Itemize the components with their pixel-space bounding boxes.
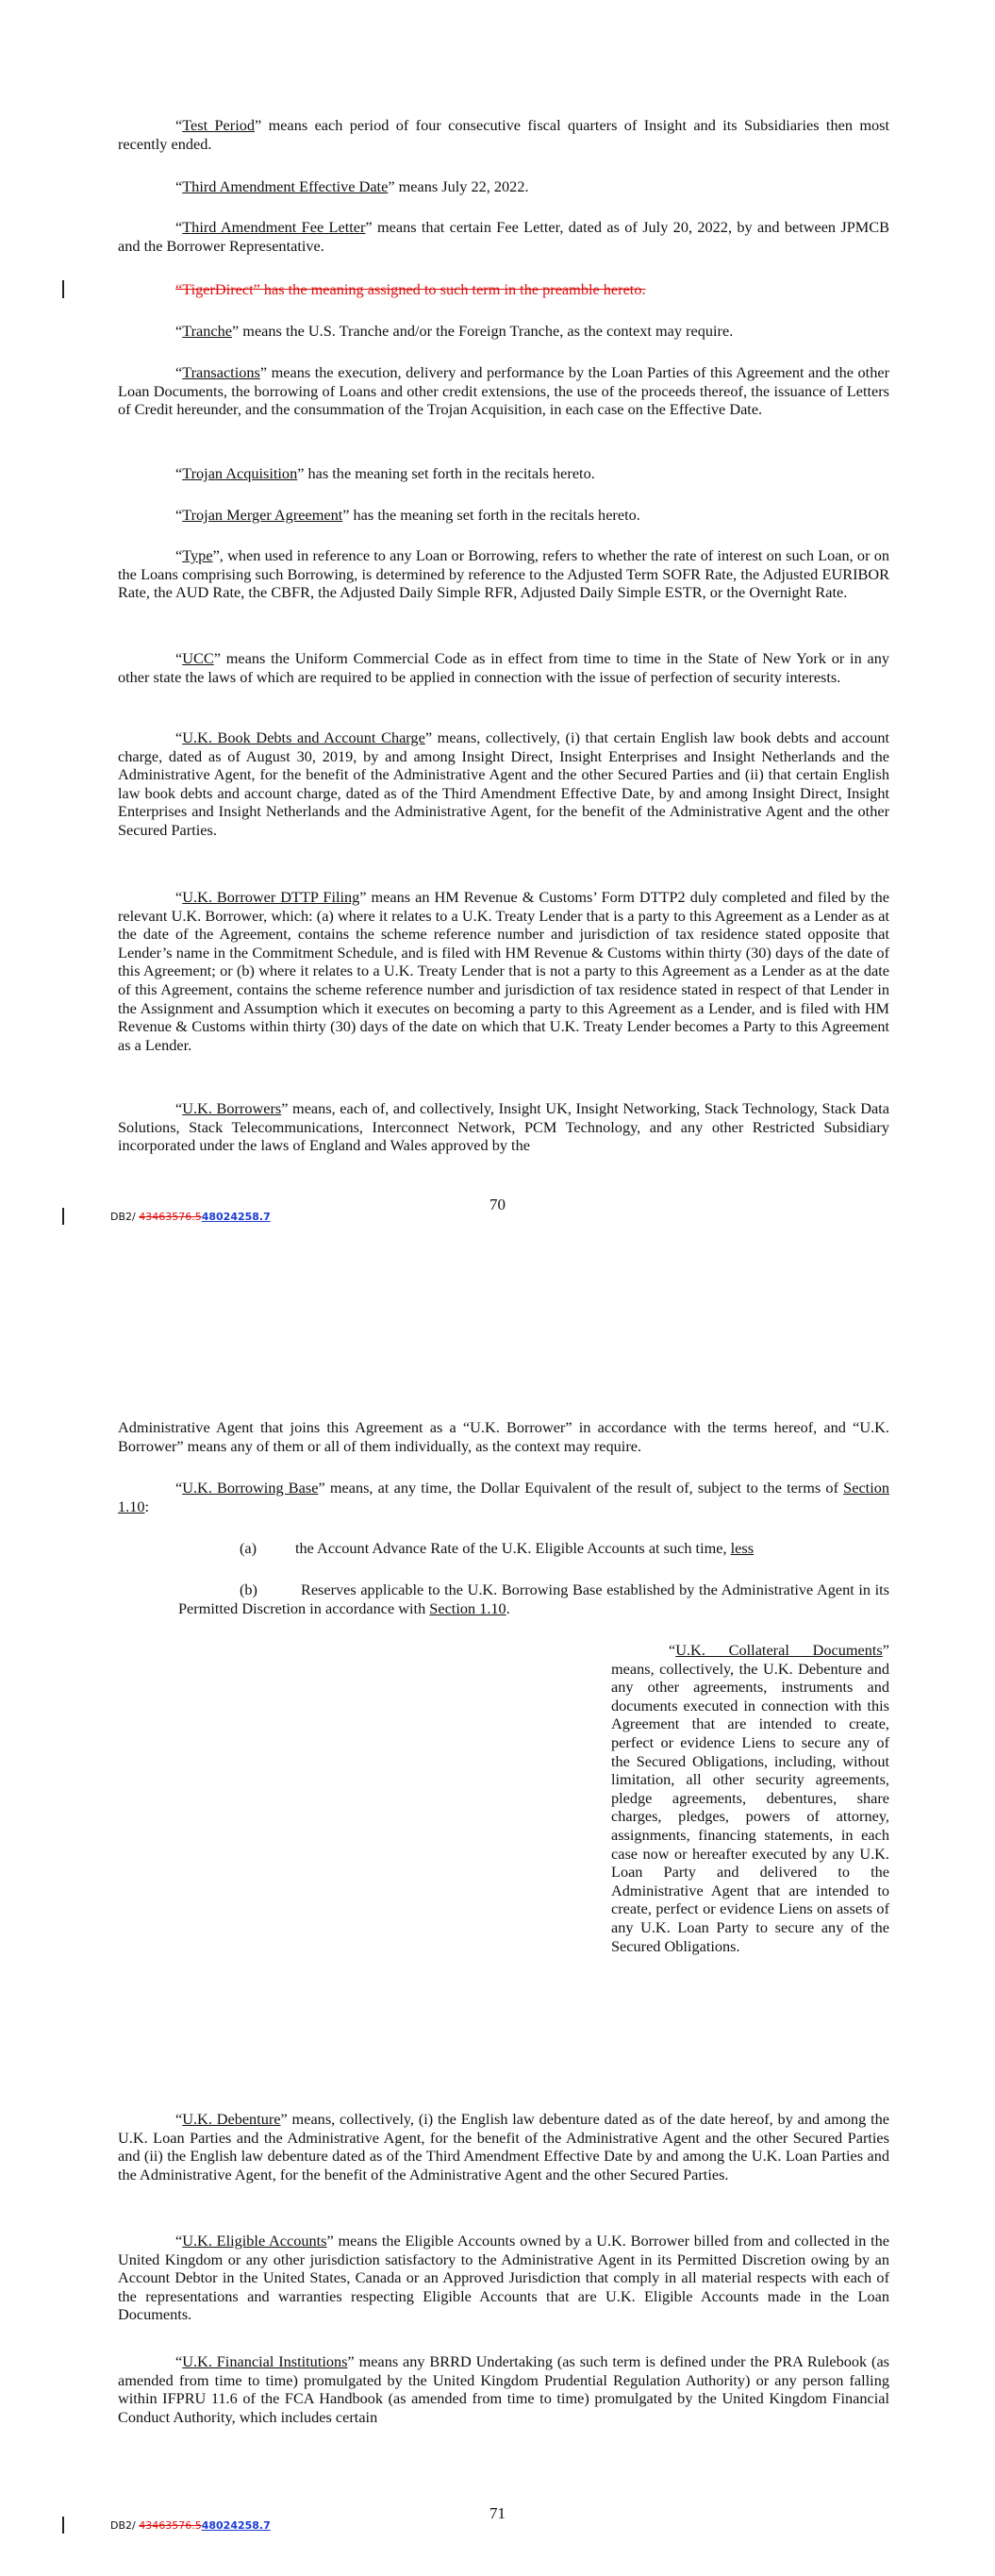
definition-tranche bbox=[118, 322, 889, 341]
definition-uk-borrower-dttp-filing bbox=[118, 888, 889, 1054]
definition-tigerdirect-deleted bbox=[118, 280, 889, 299]
open-quote: “ bbox=[175, 464, 183, 482]
definition-text: ” means each period of four consecutive fiscal quarters of Insight and its Subsidiaries then most recently ended. bbox=[118, 116, 889, 153]
defined-term: U.K. Book Debts and Account Charge bbox=[182, 728, 425, 746]
open-quote: “ bbox=[175, 322, 183, 340]
defined-term: Test Period bbox=[182, 116, 256, 134]
defined-term: Third Amendment Effective Date bbox=[182, 177, 389, 195]
new-doc-number: 48024258.7 bbox=[201, 1211, 271, 1223]
defined-term: U.K. Debenture bbox=[182, 2110, 281, 2128]
deleted-text: “TigerDirect” has the meaning assigned to such term in the preamble hereto. bbox=[175, 280, 646, 298]
open-quote: “ bbox=[175, 728, 183, 746]
open-quote: “ bbox=[175, 649, 183, 667]
definition-third-amendment-effective-date bbox=[118, 177, 889, 196]
definition-transactions bbox=[118, 363, 889, 419]
defined-term: Transactions bbox=[182, 363, 260, 381]
definition-type bbox=[118, 546, 889, 602]
open-quote: “ bbox=[175, 2352, 183, 2370]
defined-term: Trojan Merger Agreement bbox=[182, 506, 343, 524]
definition-text: ” means the Eligible Accounts owned by a U.K. Borrower billed from and collected in the United Kingdom or any other jurisdiction satisfactory to the Administrative Agent in its Permitted Discretion owing by an Account Debtor in the United States, Canada or an Approved Jurisdiction that comply in all material respects with each of the representations and warranties respecting Eligible Accounts that are U.K. Eligible Accounts made in the Loan Documents. bbox=[118, 2232, 889, 2324]
open-quote: “ bbox=[175, 1479, 183, 1497]
open-quote: “ bbox=[175, 546, 183, 564]
open-quote: “ bbox=[175, 218, 183, 236]
definition-trojan-acquisition bbox=[118, 464, 889, 483]
definition-text: ”, when used in reference to any Loan or Borrowing, refers to whether the rate of interest on such Loan, or on the Loans comprising such Borrowing, is determined by reference to the Adjusted Term SOFR Rate, the Adjusted EURIBOR Rate, the AUD Rate, the CBFR, the Adjusted Daily Simple RFR, Adjusted Daily Simple ESTR, or the Overnight Rate. bbox=[118, 546, 889, 602]
defined-term: UCC bbox=[182, 649, 214, 667]
open-quote: “ bbox=[175, 888, 183, 906]
change-bar bbox=[62, 280, 64, 298]
punctuation: : bbox=[144, 1497, 150, 1515]
defined-term: Type bbox=[182, 546, 213, 564]
definition-trojan-merger-agreement bbox=[118, 506, 889, 525]
definition-text: ” means that certain Fee Letter, dated as of July 20, 2022, by and between JPMCB and the Borrower Representative. bbox=[118, 218, 890, 255]
open-quote: “ bbox=[669, 1641, 676, 1659]
doc-prefix: DB2/ bbox=[110, 2519, 140, 2532]
section-reference: Section 1.10 bbox=[118, 1479, 890, 1515]
old-doc-number: 43463576.5 bbox=[139, 1211, 202, 1223]
change-bar bbox=[62, 2517, 64, 2534]
new-doc-number: 48024258.7 bbox=[201, 2519, 271, 2532]
defined-term: Third Amendment Fee Letter bbox=[182, 218, 366, 236]
definition-text: ” means, collectively, (i) the English law debenture dated as of the date hereof, by and among the U.K. Loan Parties and the Administrative Agent, for the benefit of the Administrative Agent and the other Secured Parties and (ii) the English law debenture dated as of the Third Amendment Effective Date by and among the U.K. Loan Parties and the Administrative Agent, for the benefit of the Administrative Agent and the other Secured Parties. bbox=[118, 2110, 889, 2183]
definition-text: ” means, each of, and collectively, Insight UK, Insight Networking, Stack Technology, Stack Data Solutions, Stack Telecommunications, Interconnect Network, PCM Technology, and any other Restricted Subsidiary incorporated under the laws of England and Wales approved by the bbox=[118, 1099, 890, 1155]
punctuation: . bbox=[506, 1598, 510, 1617]
definition-text: ” means the U.S. Tranche and/or the Foreign Tranche, as the context may require. bbox=[232, 322, 734, 340]
clause-b bbox=[178, 1581, 889, 1617]
document-id-footer bbox=[110, 2519, 271, 2532]
page-number: 70 bbox=[489, 1196, 506, 1213]
clause-a bbox=[295, 1539, 889, 1558]
defined-term: U.K. Eligible Accounts bbox=[182, 2232, 327, 2250]
open-quote: “ bbox=[175, 1099, 183, 1117]
definition-test-period bbox=[118, 116, 889, 153]
defined-term: U.K. Financial Institutions bbox=[182, 2352, 348, 2370]
definition-uk-borrowers bbox=[118, 1099, 889, 1155]
page-71 bbox=[0, 1288, 995, 2576]
open-quote: “ bbox=[175, 363, 183, 381]
continued-uk-borrowers bbox=[118, 1418, 889, 1455]
definition-text: ” means an HM Revenue & Customs’ Form DTTP2 duly completed and filed by the relevant U.K. Borrower, which: (a) where it relates to a U.K. Treaty Lender that is a party to this Agreement as a Lender as at the date of the Agreement, contains the scheme reference number and jurisdiction of tax residence stated opposite that Lender’s name in the Commitment Schedule, and is filed with HM Revenue & Customs within thirty (30) days of the date of this Agreement; or (b) where it relates to a U.K. Treaty Lender that is not a party to this Agreement as a Lender as at the date of this Agreement, contains the scheme reference number and jurisdiction of tax residence stated in respect of that Lender in the Assignment and Assumption which it executes on becoming a party to this Agreement as a Lender, and is filed with HM Revenue & Customs within thirty (30) days of the date on which that U.K. Treaty Lender becomes a Party to this Agreement as a Lender. bbox=[118, 888, 889, 1054]
defined-term: U.K. Collateral Documents bbox=[675, 1641, 883, 1659]
definition-text: ” means, at any time, the Dollar Equivalent of the result of, subject to the terms of bbox=[318, 1479, 844, 1497]
open-quote: “ bbox=[175, 116, 183, 134]
defined-term: U.K. Borrower DTTP Filing bbox=[182, 888, 360, 906]
open-quote: “ bbox=[175, 2110, 183, 2128]
page-number: 71 bbox=[489, 2504, 506, 2522]
definition-uk-financial-institutions bbox=[118, 2352, 889, 2426]
definition-text: ” means the execution, delivery and performance by the Loan Parties of this Agreement and the other Loan Documents, the borrowing of Loans and other credit extensions, the use of the proceeds thereof, the issuance of Letters of Credit hereunder, and the consummation of the Trojan Acquisition, in each case on the Effective Date. bbox=[118, 363, 889, 419]
defined-term: U.K. Borrowers bbox=[182, 1099, 282, 1117]
definition-text: ” means any BRRD Undertaking (as such term is defined under the PRA Rulebook (as amended from time to time) promulgated by the United Kingdom Prudential Regulation Authority) or any person falling within IFPRU 11.6 of the FCA Handbook (as amended from time to time) promulgated by the United Kingdom Financial Conduct Authority, which includes certain bbox=[118, 2352, 890, 2426]
definition-uk-eligible-accounts bbox=[118, 2232, 889, 2324]
definition-text: ” means, collectively, the U.K. Debenture and any other agreements, instruments and documents executed in connection with this Agreement that are intended to create, perfect or evidence Liens to secure any of the Secured Obligations, including, without limitation, all other security agreements, pledge agreements, debentures, share charges, pledges, powers of attorney, assignments, financing statements, in each case now or hereafter executed by any U.K. Loan Party and delivered to the Administrative Agent that are intended to create, perfect or evidence Liens on assets of any U.K. Loan Party to secure any of the Secured Obligations. bbox=[611, 1641, 889, 1955]
clause-label: (b) bbox=[240, 1581, 257, 1598]
definition-text: ” means July 22, 2022. bbox=[388, 177, 529, 195]
definition-text: ” has the meaning set forth in the recitals hereto. bbox=[342, 506, 640, 524]
defined-term: Trojan Acquisition bbox=[182, 464, 298, 482]
doc-prefix: DB2/ bbox=[110, 1211, 140, 1223]
open-quote: “ bbox=[175, 2232, 183, 2250]
definition-uk-collateral-documents bbox=[611, 1641, 889, 1955]
document-id-footer bbox=[110, 1211, 271, 1223]
clause-operator: less bbox=[730, 1539, 755, 1557]
definition-uk-book-debts-and-account-charge bbox=[118, 728, 889, 840]
definition-text: ” means, collectively, (i) that certain English law book debts and account charge, dated as of August 30, 2019, by and among Insight Direct, Insight Enterprises and Insight Netherlands and the Administrative Agent, for the benefit of the Administrative Agent and the other Secured Parties and (ii) that certain English law book debts and account charge, dated as of the Third Amendment Effective Date, by and among Insight Direct, Insight Enterprises and Insight Netherlands and the Administrative Agent, for the benefit of the Administrative Agent and the other Secured Parties. bbox=[118, 728, 889, 839]
definition-text: ” means the Uniform Commercial Code as in effect from time to time in the State of New York or in any other state the laws of which are required to be applied in connection with the issue of perfection of security interests. bbox=[118, 649, 889, 686]
defined-term: Tranche bbox=[182, 322, 232, 340]
definition-uk-borrowing-base bbox=[118, 1479, 889, 1515]
change-bar bbox=[62, 1208, 64, 1225]
open-quote: “ bbox=[175, 506, 183, 524]
section-reference: Section 1.10 bbox=[429, 1598, 506, 1617]
definition-ucc bbox=[118, 649, 889, 686]
definition-text: ” has the meaning set forth in the recitals hereto. bbox=[297, 464, 595, 482]
old-doc-number: 43463576.5 bbox=[139, 2519, 202, 2532]
clause-a-label: (a) bbox=[240, 1539, 257, 1557]
open-quote: “ bbox=[175, 177, 183, 195]
defined-term: U.K. Borrowing Base bbox=[182, 1479, 319, 1497]
clause-text: Reserves applicable to the U.K. Borrowing Base established by the Administrative Agent in its Permitted Discretion in accordance with bbox=[178, 1581, 890, 1617]
clause-text: the Account Advance Rate of the U.K. Eligible Accounts at such time, bbox=[295, 1539, 731, 1557]
definition-text: Administrative Agent that joins this Agreement as a “U.K. Borrower” in accordance with the terms hereof, and “U.K. Borrower” means any of them or all of them individually, as the context may require. bbox=[118, 1418, 889, 1455]
definition-third-amendment-fee-letter bbox=[118, 218, 889, 255]
definition-uk-debenture bbox=[118, 2110, 889, 2183]
